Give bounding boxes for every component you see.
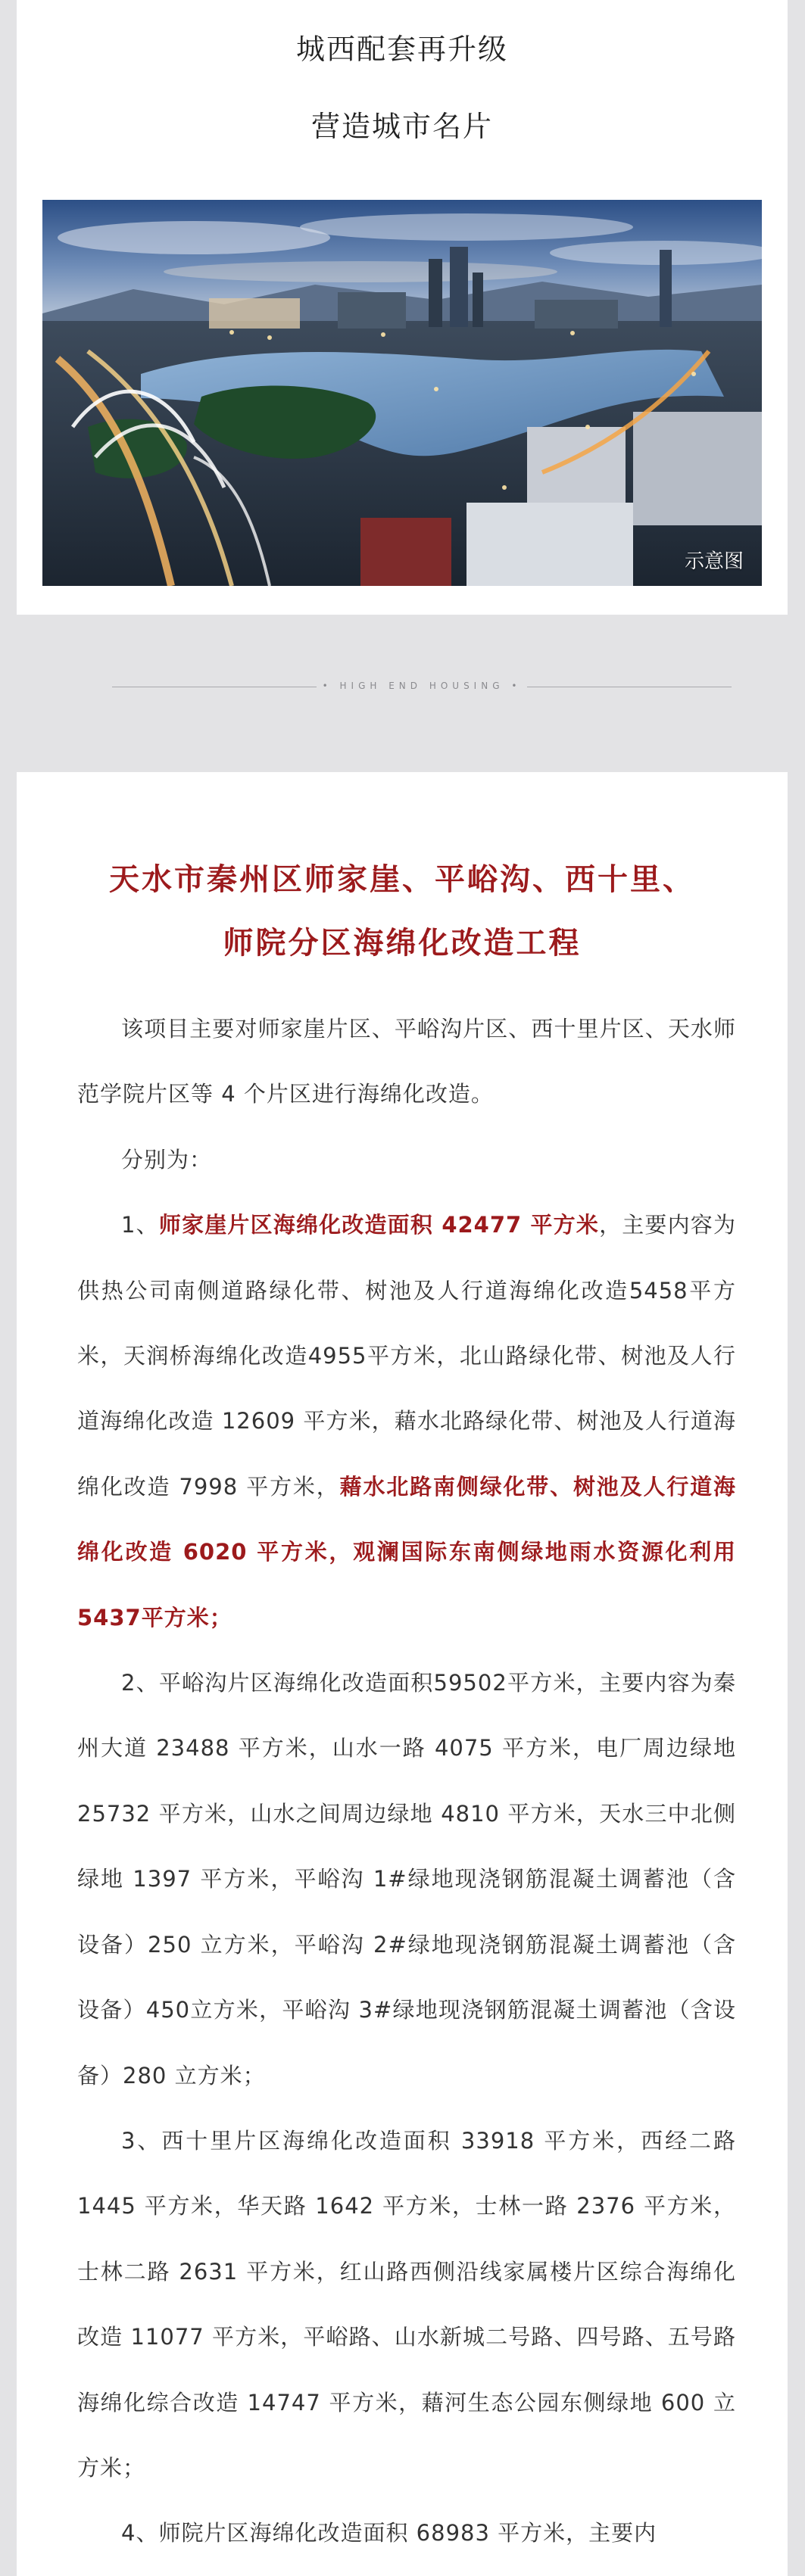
item-3-paragraph: 3、西十里片区海绵化改造面积 33918 平方米，西经二路 1445 平方米，华天路 1642 平方米，士林一路 2376 平方米，士林二路 2631 平方米，红山路西侧沿线家属楼片区综合海绵化改造 11077 平方米，平峪路、山水新城二号路、四号路、五号路海绵化综合改造 14747 平方米，藉河生态公园东侧绿地 600 立方米； bbox=[77, 2127, 736, 2481]
item-1-highlight: 师家崖片区海绵化改造面积 42477 平方米 bbox=[158, 1212, 600, 1238]
intro-paragraph: 该项目主要对师家崖片区、平峪沟片区、西十里片区、天水师范学院片区等 4 个片区进行海绵化改造。 bbox=[77, 1016, 736, 1107]
header-title-line1: 城西配套再升级 bbox=[295, 33, 508, 66]
list-intro: 分别为： bbox=[121, 1146, 213, 1173]
section-divider bbox=[112, 678, 732, 696]
header-card bbox=[17, 0, 788, 615]
city-aerial-image bbox=[42, 200, 762, 586]
divider-label: • HIGH END HOUSING • bbox=[322, 681, 522, 691]
image-caption: 示意图 bbox=[684, 550, 744, 573]
article-title-line2: 师院分区海绵化改造工程 bbox=[223, 926, 582, 961]
article-body bbox=[77, 996, 736, 2566]
item-2-paragraph: 2、平峪沟片区海绵化改造面积59502平方米，主要内容为秦州大道 23488 平方米，山水一路 4075 平方米，电厂周边绿地 25732 平方米，山水之间周边绿地 4810 平方米，天水三中北侧绿地 1397 平方米，平峪沟 1#绿地现浇钢筋混凝土调蓄池（含设备）250 立方米，平峪沟 2#绿地现浇钢筋混凝土调蓄池（含设备）450立方米，平峪沟 3#绿地现浇钢筋混凝土调蓄池（含设备）280 立方米； bbox=[77, 1670, 736, 2089]
article-card bbox=[17, 772, 788, 2576]
item-1-prefix: 1、 bbox=[121, 1212, 159, 1238]
article-title-line1: 天水市秦州区师家崖、平峪沟、西十里、 bbox=[109, 862, 695, 897]
header-title-line2: 营造城市名片 bbox=[310, 110, 493, 143]
item-1-paragraph bbox=[77, 1192, 736, 1650]
item-1-text: ，主要内容为供热公司南侧道路绿化带、树池及人行道海绵化改造5458平方米，天润桥海绵化改造4955平方米，北山路绿化带、树池及人行道海绵化改造 12609 平方米，藉水北路绿化带、树池及人行道海绵化改造 7998 平方米， bbox=[77, 1212, 736, 1500]
item-1-highlight-bold: 藉水北路南侧绿化带、树池及人行道海绵化改造 6020 平方米，观澜国际东南侧绿地雨水资源化利用5437平方米； bbox=[77, 1473, 736, 1631]
item-4-paragraph: 4、师院片区海绵化改造面积 68983 平方米，主要内 bbox=[121, 2520, 657, 2546]
